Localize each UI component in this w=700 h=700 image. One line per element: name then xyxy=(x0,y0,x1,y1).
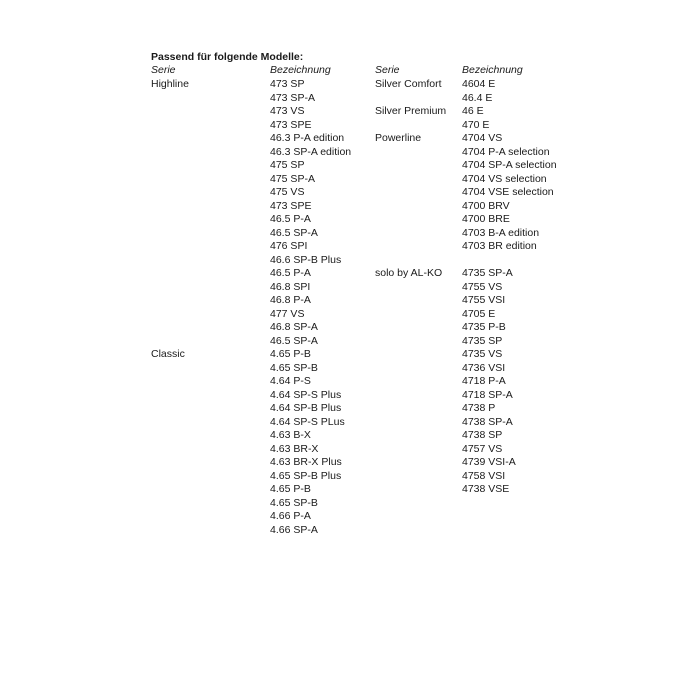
series-cell: Classic xyxy=(151,348,185,360)
model-cell: 46.5 P-A xyxy=(270,267,311,279)
series-cell xyxy=(375,402,446,416)
model-cell: 46 E xyxy=(462,105,484,117)
model-cell: 473 SPE xyxy=(270,199,312,212)
series-cell xyxy=(151,254,189,268)
series-cell xyxy=(375,186,446,200)
model-cell: 475 SP-A xyxy=(270,172,315,185)
model-cell: 4704 SP-A selection xyxy=(462,159,557,171)
series-cell xyxy=(375,213,446,227)
model-cell: 4738 SP-A xyxy=(462,415,513,428)
series-cell xyxy=(375,375,446,389)
model-cell: 4738 SP xyxy=(462,429,503,441)
series-cell xyxy=(375,389,446,403)
left-series-column xyxy=(151,78,189,551)
model-cell: 4757 VS xyxy=(462,442,503,455)
left-header-series: Serie xyxy=(151,64,176,76)
model-cell: 475 SP xyxy=(270,159,305,171)
series-cell xyxy=(375,429,446,443)
model-cell: 4755 VS xyxy=(462,280,503,293)
model-cell: 4.65 P-B xyxy=(270,483,311,495)
series-cell xyxy=(375,470,446,484)
model-cell: 473 VS xyxy=(270,105,305,117)
model-cell: 46.5 SP-A xyxy=(270,334,318,347)
series-cell xyxy=(151,267,189,281)
model-cell: 4.65 SP-B Plus xyxy=(270,469,342,482)
series-cell xyxy=(151,524,189,538)
series-cell xyxy=(151,389,189,403)
series-cell xyxy=(151,483,189,497)
series-cell xyxy=(151,240,189,254)
series-cell xyxy=(151,537,189,551)
series-cell xyxy=(151,362,189,376)
model-cell: 4704 VS xyxy=(462,132,503,144)
model-cell: 46.8 SPI xyxy=(270,280,311,293)
series-cell xyxy=(375,308,446,322)
series-cell xyxy=(375,159,446,173)
model-cell: 4.64 SP-B Plus xyxy=(270,402,342,414)
series-cell xyxy=(375,173,446,187)
model-cell: 4.63 BR-X xyxy=(270,442,319,455)
series-cell xyxy=(375,456,446,470)
model-cell: 473 SP-A xyxy=(270,91,315,104)
series-cell xyxy=(151,92,189,106)
series-cell xyxy=(375,200,446,214)
series-cell xyxy=(151,213,189,227)
right-series-column xyxy=(375,78,446,497)
series-cell xyxy=(375,416,446,430)
model-cell: 4703 BR edition xyxy=(462,240,537,252)
series-cell xyxy=(151,429,189,443)
series-cell xyxy=(151,159,189,173)
model-cell: 470 E xyxy=(462,118,490,131)
model-cell: 4700 BRV xyxy=(462,199,510,212)
series-cell xyxy=(151,308,189,322)
model-cell: 4.66 P-A xyxy=(270,510,311,522)
series-cell xyxy=(151,456,189,470)
series-cell xyxy=(151,132,189,146)
model-cell: 46.3 SP-A edition xyxy=(270,145,352,158)
series-cell xyxy=(151,416,189,430)
series-cell xyxy=(375,335,446,349)
model-cell: 4.63 B-X xyxy=(270,429,311,441)
model-cell: 4758 VSI xyxy=(462,469,506,482)
model-cell: 4.64 P-S xyxy=(270,375,311,387)
right-designation-column xyxy=(462,78,557,497)
model-cell: 46.8 SP-A xyxy=(270,321,318,333)
model-cell: 4700 BRE xyxy=(462,213,510,225)
series-cell xyxy=(151,321,189,335)
series-cell xyxy=(375,92,446,106)
series-cell xyxy=(151,335,189,349)
series-cell: solo by AL-KO xyxy=(375,267,443,279)
model-cell: 4.64 SP-S Plus xyxy=(270,388,342,401)
left-designation-column xyxy=(270,78,351,537)
series-cell xyxy=(375,443,446,457)
model-cell: 4.64 SP-S PLus xyxy=(270,415,345,428)
series-cell: Silver Premium xyxy=(375,105,447,117)
series-cell xyxy=(151,105,189,119)
model-cell: 4.65 SP-B xyxy=(270,361,318,374)
series-cell: Silver Comfort xyxy=(375,78,442,90)
series-cell xyxy=(151,281,189,295)
model-cell: 4735 SP xyxy=(462,334,503,347)
series-cell xyxy=(151,402,189,416)
model-cell: 4718 P-A xyxy=(462,375,506,387)
series-cell xyxy=(375,362,446,376)
model-cell: 4735 VS xyxy=(462,348,503,360)
series-cell: Highline xyxy=(151,78,189,90)
series-cell xyxy=(375,348,446,362)
series-cell xyxy=(375,254,446,268)
series-cell xyxy=(151,497,189,511)
right-header-designation: Bezeichnung xyxy=(462,64,523,76)
series-cell xyxy=(375,281,446,295)
model-cell: 4.63 BR-X Plus xyxy=(270,456,342,468)
model-cell: 46.3 P-A edition xyxy=(270,132,345,144)
series-cell xyxy=(151,443,189,457)
model-cell: 4.65 SP-B xyxy=(270,496,318,509)
series-cell xyxy=(375,119,446,133)
model-cell: 46.4 E xyxy=(462,91,493,104)
left-header-designation: Bezeichnung xyxy=(270,64,331,76)
series-cell xyxy=(375,146,446,160)
model-cell: 46.5 SP-A xyxy=(270,226,318,239)
model-cell: 46.5 P-A xyxy=(270,213,311,225)
model-cell: 476 SPI xyxy=(270,240,308,252)
model-cell: 4735 SP-A xyxy=(462,267,513,279)
series-cell xyxy=(151,119,189,133)
model-cell: 4735 P-B xyxy=(462,321,506,333)
model-cell: 475 VS xyxy=(270,186,305,198)
model-cell: 4738 VSE xyxy=(462,483,510,495)
series-cell xyxy=(151,186,189,200)
model-cell: 4704 VSE selection xyxy=(462,186,554,198)
model-cell: 473 SPE xyxy=(270,118,312,131)
series-cell xyxy=(151,173,189,187)
series-cell xyxy=(151,470,189,484)
model-cell xyxy=(462,254,557,268)
model-cell: 4739 VSI-A xyxy=(462,456,516,468)
series-cell xyxy=(151,227,189,241)
series-cell xyxy=(375,483,446,497)
model-cell: 4.65 P-B xyxy=(270,348,311,360)
series-cell xyxy=(151,200,189,214)
model-cell: 4.66 SP-A xyxy=(270,523,318,536)
series-cell xyxy=(375,321,446,335)
model-cell: 4718 SP-A xyxy=(462,388,513,401)
model-cell: 4703 B-A edition xyxy=(462,226,540,239)
series-cell xyxy=(375,294,446,308)
model-cell: 4755 VSI xyxy=(462,294,506,306)
right-header-series: Serie xyxy=(375,64,400,76)
model-cell: 4736 VSI xyxy=(462,361,506,374)
series-cell: Powerline xyxy=(375,132,422,144)
model-cell: 4704 VS selection xyxy=(462,172,547,185)
model-cell: 46.6 SP-B Plus xyxy=(270,253,342,266)
series-cell xyxy=(151,146,189,160)
model-cell: 4704 P-A selection xyxy=(462,145,550,158)
model-cell: 473 SP xyxy=(270,78,305,90)
series-cell xyxy=(375,240,446,254)
series-cell xyxy=(151,294,189,308)
model-cell: 4705 E xyxy=(462,307,496,320)
model-cell: 46.8 P-A xyxy=(270,294,311,306)
model-cell: 4604 E xyxy=(462,78,496,90)
series-cell xyxy=(375,227,446,241)
page-title: Passend für folgende Modelle: xyxy=(151,51,304,63)
series-cell xyxy=(151,510,189,524)
series-cell xyxy=(151,375,189,389)
model-cell: 4738 P xyxy=(462,402,496,414)
model-cell: 477 VS xyxy=(270,307,305,320)
